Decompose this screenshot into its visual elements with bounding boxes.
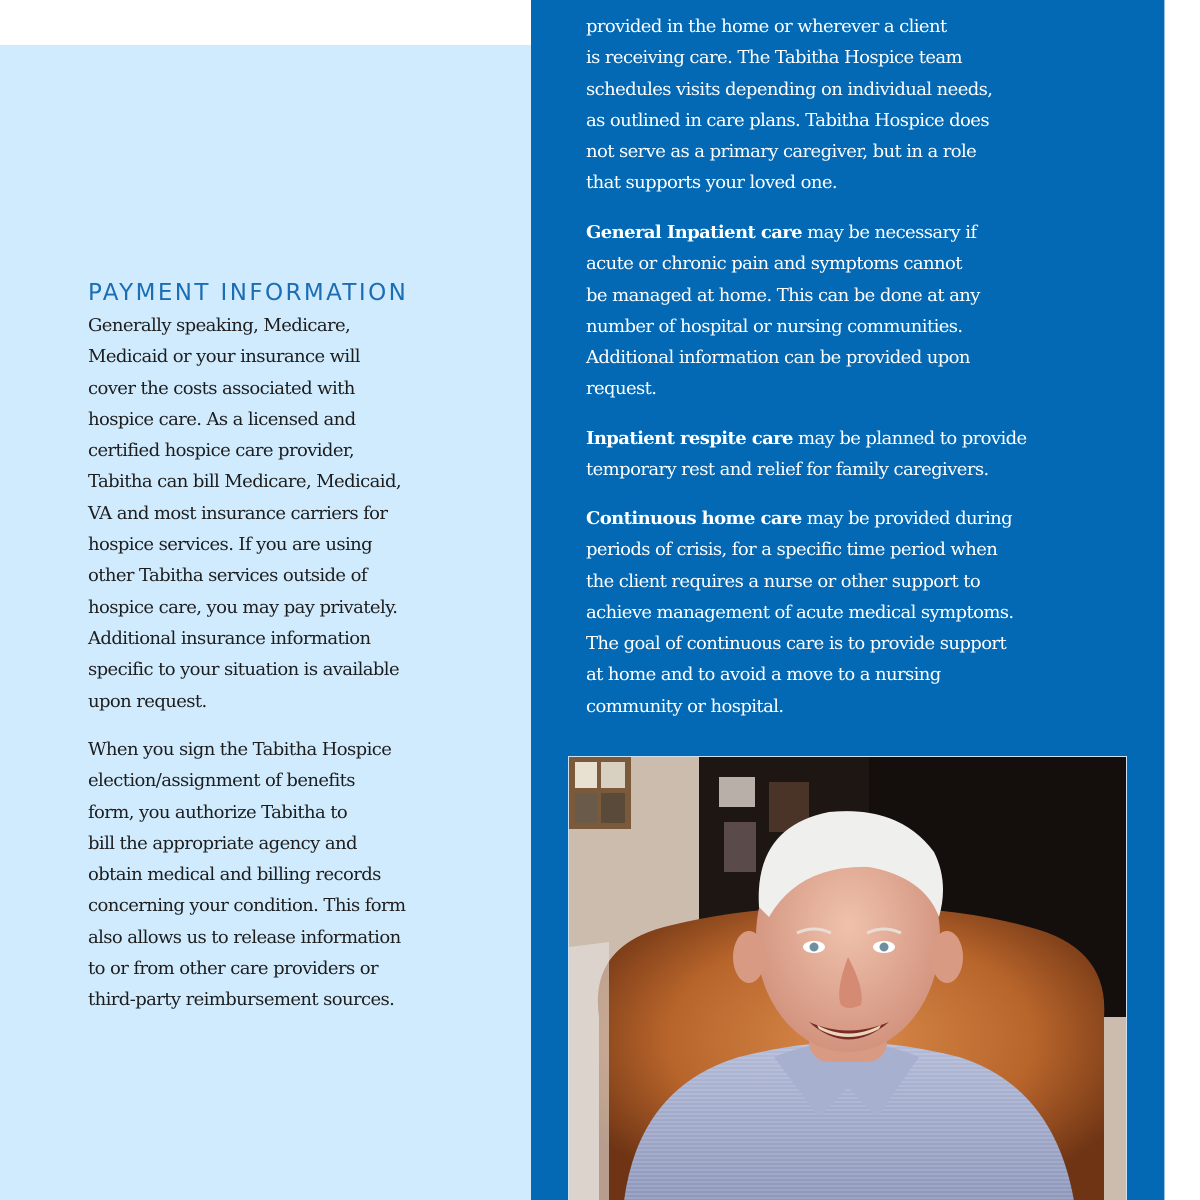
continuous-home-care-paragraph	[586, 503, 1161, 722]
text-line: acute or chronic pain and symptoms cannot	[586, 253, 962, 275]
text-line: also allows us to release information	[88, 926, 401, 948]
text-line: obtain medical and billing records	[88, 864, 381, 886]
text-line: achieve management of acute medical symptoms.	[586, 601, 1014, 623]
text-line	[586, 503, 1161, 534]
elderly-man-photo	[568, 756, 1127, 1200]
text-line: not serve as a primary caregiver, but in a role	[586, 141, 977, 163]
text-line: Tabitha can bill Medicare, Medicaid,	[88, 471, 401, 493]
text-line: hospice care. As a licensed and	[88, 408, 356, 430]
text-line: election/assignment of benefits	[88, 770, 355, 792]
routine-home-care-paragraph	[586, 11, 1161, 199]
text-line: number of hospital or nursing communities.	[586, 315, 963, 337]
text-line: upon request.	[88, 690, 207, 712]
text-line: be managed at home. This can be done at any	[586, 284, 980, 306]
text-line: Additional information can be provided upon	[586, 347, 970, 369]
text-line: at home and to avoid a move to a nursing	[586, 664, 941, 686]
payment-paragraph-2	[88, 734, 528, 1016]
text-fragment: may be planned to provide	[792, 428, 1027, 449]
text-line: other Tabitha services outside of	[88, 565, 367, 587]
text-line: periods of crisis, for a specific time period when	[586, 539, 998, 561]
text-line: provided in the home or wherever a client	[586, 16, 947, 37]
text-line	[586, 423, 1161, 454]
text-line: Generally speaking, Medicare,	[88, 315, 351, 336]
text-line: When you sign the Tabitha Hospice	[88, 739, 392, 760]
inpatient-respite-care-paragraph	[586, 423, 1161, 486]
text-line: that supports your loved one.	[586, 172, 838, 194]
text-line: hospice services. If you are using	[88, 534, 373, 556]
text-fragment: may be necessary if	[802, 222, 977, 243]
general-inpatient-care-term: General Inpatient care	[586, 222, 803, 243]
text-line: The goal of continuous care is to provide support	[586, 633, 1007, 655]
text-line: specific to your situation is available	[88, 659, 400, 681]
inpatient-respite-care-term: Inpatient respite care	[586, 428, 793, 449]
text-line	[586, 217, 1161, 248]
text-line: temporary rest and relief for family caregivers.	[586, 459, 989, 481]
top-white-area	[0, 0, 531, 45]
text-line: request.	[586, 378, 657, 400]
payment-paragraph-1	[88, 310, 528, 717]
text-line: bill the appropriate agency and	[88, 832, 357, 854]
text-line: hospice care, you may pay privately.	[88, 596, 398, 618]
text-line: certified hospice care provider,	[88, 440, 355, 462]
text-line: VA and most insurance carriers for	[88, 502, 388, 524]
text-line: cover the costs associated with	[88, 377, 355, 399]
text-line: as outlined in care plans. Tabitha Hospice does	[586, 109, 989, 131]
text-fragment: may be provided during	[801, 508, 1013, 529]
page-margin	[1164, 0, 1200, 1200]
general-inpatient-care-paragraph	[586, 217, 1161, 405]
continuous-home-care-term: Continuous home care	[586, 508, 802, 529]
text-line: the client requires a nurse or other support to	[586, 570, 981, 592]
text-line: third-party reimbursement sources.	[88, 989, 395, 1011]
text-line: schedules visits depending on individual needs,	[586, 78, 993, 100]
text-line: form, you authorize Tabitha to	[88, 801, 348, 823]
text-line: Medicaid or your insurance will	[88, 346, 360, 368]
text-line: community or hospital.	[586, 695, 784, 717]
text-line: Additional insurance information	[88, 627, 371, 649]
text-line: concerning your condition. This form	[88, 895, 406, 917]
text-line: is receiving care. The Tabitha Hospice team	[586, 47, 963, 69]
text-line: to or from other care providers or	[88, 958, 378, 980]
payment-information-heading: PAYMENT INFORMATION	[88, 280, 409, 306]
